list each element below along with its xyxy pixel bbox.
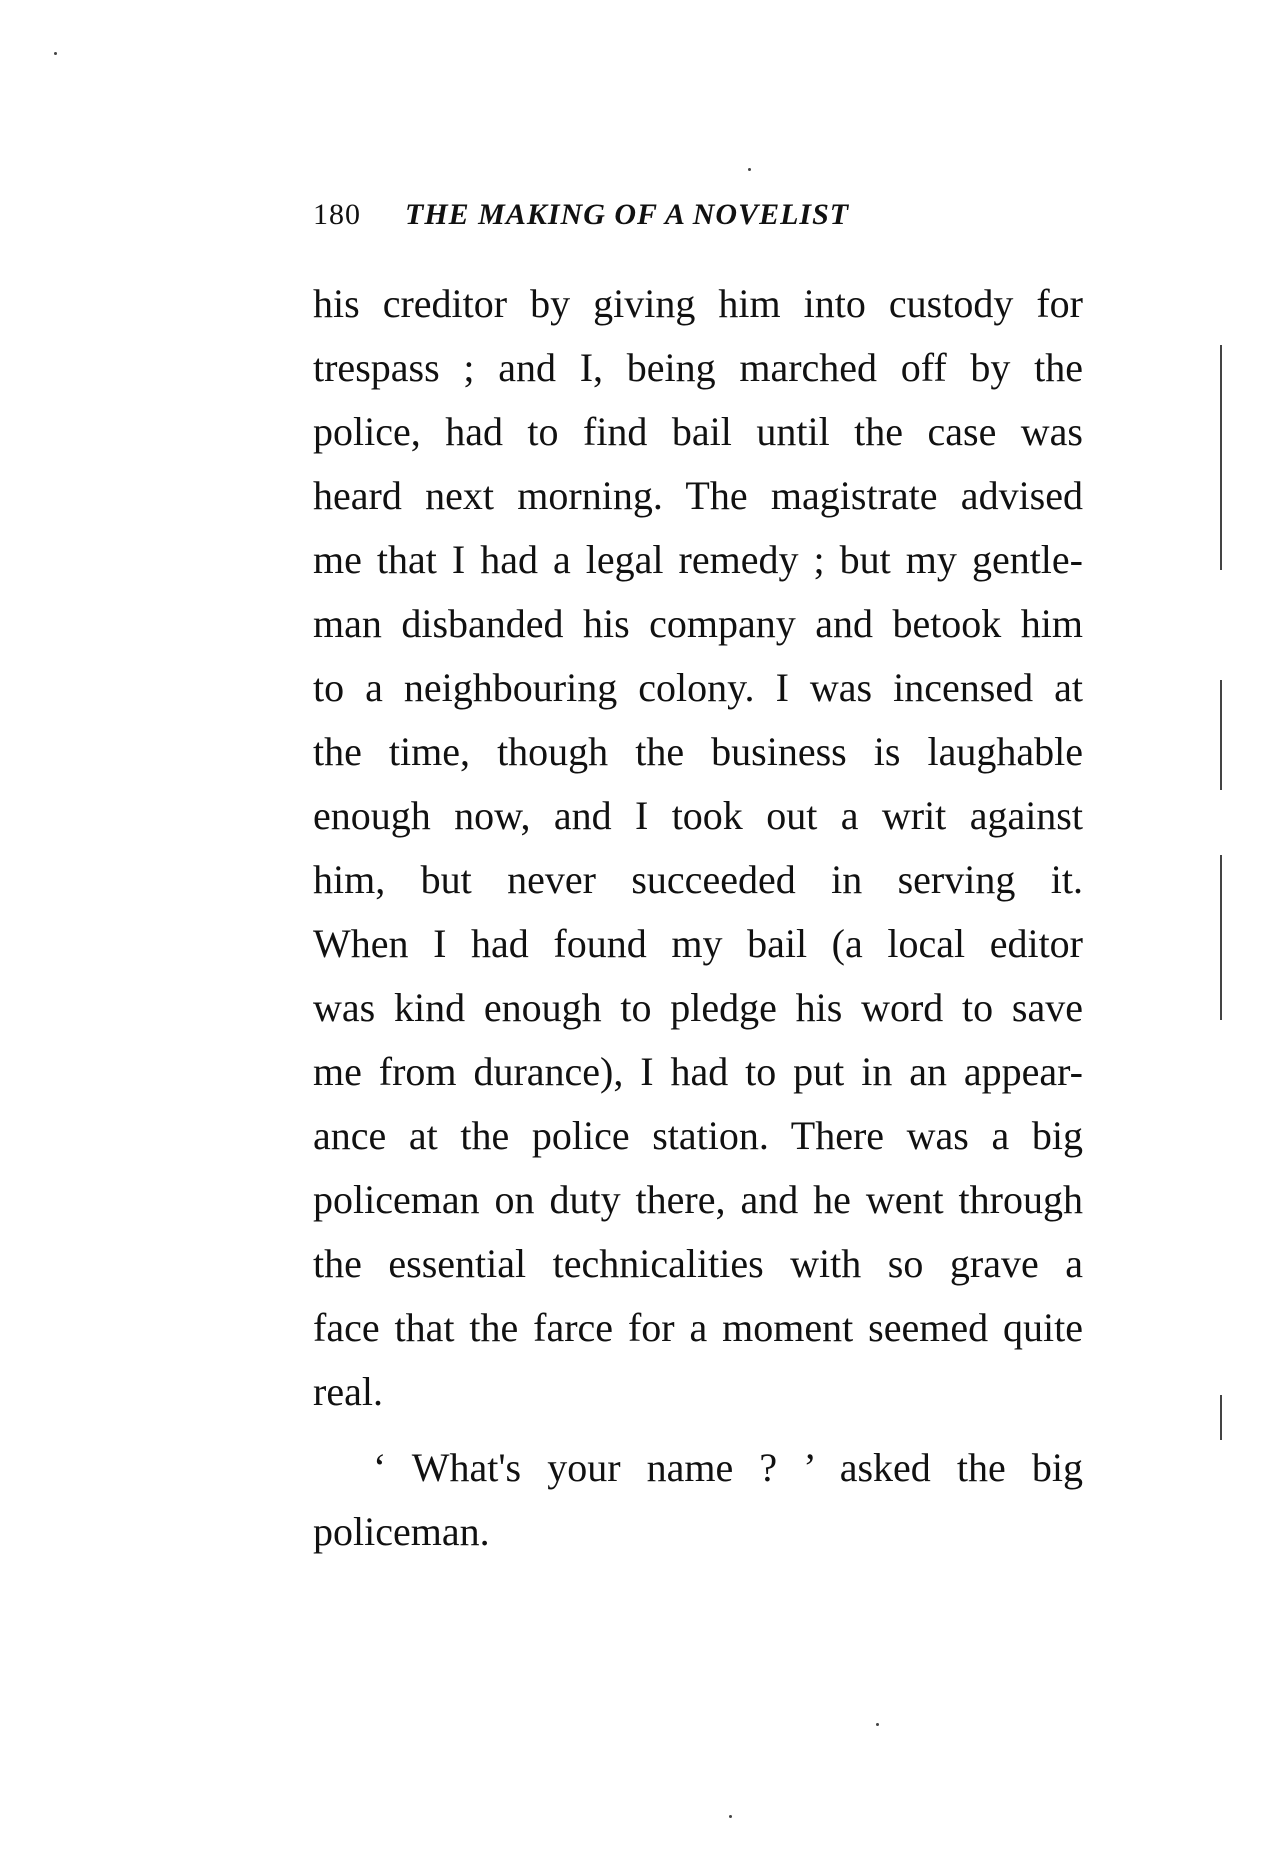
paragraph-gap: [313, 1424, 1083, 1436]
scan-mark: [876, 1723, 879, 1726]
paragraph-2: [313, 1436, 1083, 1564]
text-line: man disbanded his company and betook him: [313, 601, 1083, 646]
text-line: policeman on duty there, and he went through: [313, 1177, 1083, 1222]
text-line: ‘ What's your name ? ’ asked the big: [373, 1445, 1083, 1490]
text-line: ance at the police station. There was a big: [313, 1113, 1083, 1158]
text-line: the essential technicalities with so grave a: [313, 1241, 1083, 1286]
page-number: 180: [313, 198, 361, 231]
text-line: trespass ; and I, being marched off by the: [313, 345, 1083, 390]
text-line: real.: [313, 1369, 383, 1414]
paragraph-1: [313, 272, 1083, 1424]
text-line: to a neighbouring colony. I was incensed at: [313, 665, 1083, 710]
text-line: police, had to find bail until the case was: [313, 409, 1083, 454]
scan-mark: [748, 168, 751, 171]
text-line: me from durance), I had to put in an appear-: [313, 1049, 1083, 1094]
text-line: enough now, and I took out a writ against: [313, 793, 1083, 838]
text-line: heard next morning. The magistrate advised: [313, 473, 1083, 518]
text-line: him, but never succeeded in serving it.: [313, 857, 1083, 902]
scan-mark: [54, 52, 57, 55]
scan-mark: [1220, 855, 1222, 1020]
running-head: [313, 198, 1083, 238]
scan-mark: [1220, 680, 1222, 790]
running-title: THE MAKING OF A NOVELIST: [405, 198, 850, 231]
scan-mark: [1220, 345, 1222, 570]
text-line: his creditor by giving him into custody for: [313, 281, 1083, 326]
text-line: me that I had a legal remedy ; but my gentle-: [313, 537, 1083, 582]
text-line: policeman.: [313, 1509, 490, 1554]
scan-mark: [1220, 1395, 1222, 1440]
text-line: face that the farce for a moment seemed quite: [313, 1305, 1083, 1350]
scan-mark: [729, 1815, 732, 1818]
text-line: the time, though the business is laughable: [313, 729, 1083, 774]
body-text: [313, 272, 1083, 1564]
text-line: When I had found my bail (a local editor: [313, 921, 1083, 966]
text-line: was kind enough to pledge his word to save: [313, 985, 1083, 1030]
